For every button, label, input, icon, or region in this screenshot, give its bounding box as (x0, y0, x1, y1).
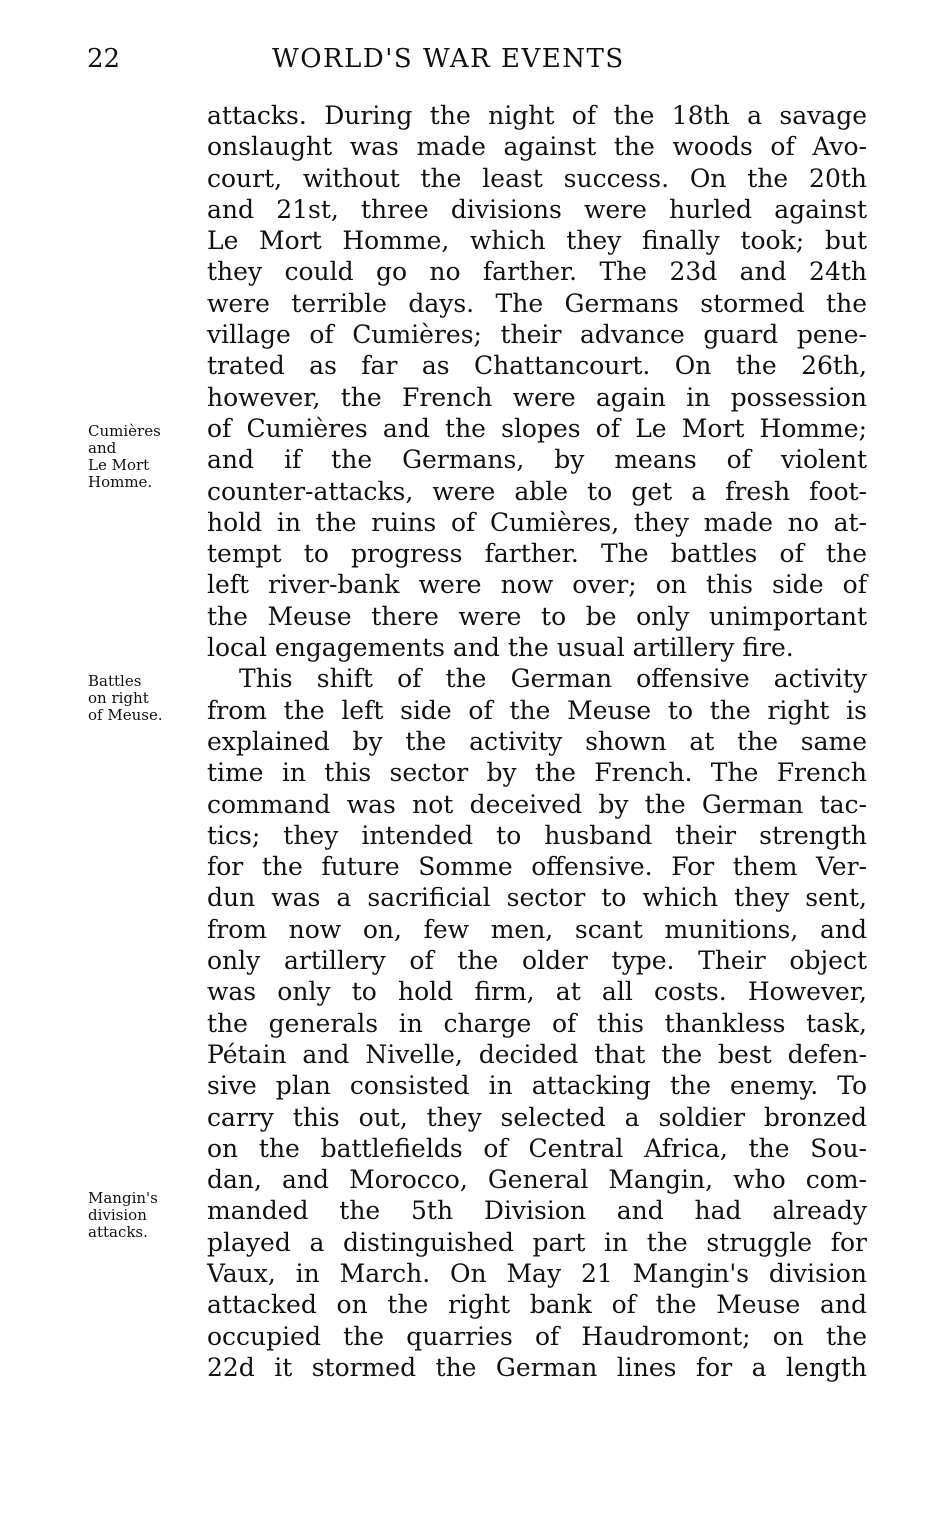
text-line: tempt to progress farther. The battles of the (207, 539, 867, 569)
text-line: Pétain and Nivelle, decided that the best defen- (207, 1039, 867, 1069)
text-line: the generals in charge of this thankless task, (207, 1008, 867, 1038)
text-line: on the battlefields of Central Africa, the Sou- (207, 1133, 867, 1163)
sidenote-cumieres: Cumières and Le Mort Homme. (88, 422, 161, 491)
text-line: of Cumières and the slopes of Le Mort Homme; (207, 413, 867, 443)
text-line: hold in the ruins of Cumières, they made no at- (207, 507, 867, 537)
text-line: court, without the least success. On the 20th (207, 163, 867, 193)
sidenote-battles-right-meuse: Battles on right of Meuse. (88, 672, 163, 724)
text-line: manded the 5th Division and had already (207, 1196, 867, 1226)
text-line: occupied the quarries of Haudromont; on the (207, 1321, 867, 1351)
text-line: time in this sector by the French. The French (207, 758, 867, 788)
text-line: dun was a sacrificial sector to which they sent, (207, 883, 867, 913)
text-line: carry this out, they selected a soldier bronzed (207, 1102, 867, 1132)
sidenote-mangin-division: Mangin's division attacks. (88, 1189, 158, 1241)
text-line: and 21st, three divisions were hurled against (207, 194, 867, 224)
text-line: they could go no farther. The 23d and 24th (207, 257, 867, 287)
text-line: attacked on the right bank of the Meuse and (207, 1290, 867, 1320)
text-line: Vaux, in March. On May 21 Mangin's division (207, 1258, 867, 1288)
text-line: for the future Somme offensive. For them Ver- (207, 852, 867, 882)
text-line: command was not deceived by the German tac- (207, 789, 867, 819)
page-number: 22 (87, 44, 121, 74)
text-line: only artillery of the older type. Their object (207, 946, 867, 976)
text-line: trated as far as Chattancourt. On the 26th, (207, 351, 867, 381)
text-line: from the left side of the Meuse to the right is (207, 695, 867, 725)
text-line: the Meuse there were to be only unimportant (207, 601, 867, 631)
text-line: however, the French were again in possession (207, 382, 867, 412)
text-line: Le Mort Homme, which they finally took; but (207, 226, 867, 256)
text-line: left river-bank were now over; on this side of (207, 570, 867, 600)
text-line: dan, and Morocco, General Mangin, who com- (207, 1165, 867, 1195)
running-title: WORLD'S WAR EVENTS (272, 44, 625, 74)
text-line: explained by the activity shown at the same (207, 726, 867, 756)
text-line: tics; they intended to husband their strength (207, 820, 867, 850)
text-line: counter-attacks, were able to get a fresh foot- (207, 476, 867, 506)
text-line: was only to hold firm, at all costs. However, (207, 977, 867, 1007)
text-line: played a distinguished part in the struggle for (207, 1227, 867, 1257)
text-line: 22d it stormed the German lines for a length (207, 1352, 867, 1382)
text-line: onslaught was made against the woods of Avo- (207, 132, 867, 162)
text-line-indented: This shift of the German offensive activity (239, 664, 867, 694)
text-line: sive plan consisted in attacking the enemy. To (207, 1071, 867, 1101)
text-line: attacks. During the night of the 18th a savage (207, 101, 867, 130)
text-line: local engagements and the usual artillery fire. (207, 633, 794, 663)
text-line: were terrible days. The Germans stormed the (207, 288, 867, 318)
text-line: and if the Germans, by means of violent (207, 445, 867, 475)
body-text (207, 100, 867, 1383)
text-line: from now on, few men, scant munitions, and (207, 914, 867, 944)
text-line: village of Cumières; their advance guard pene- (207, 320, 867, 350)
